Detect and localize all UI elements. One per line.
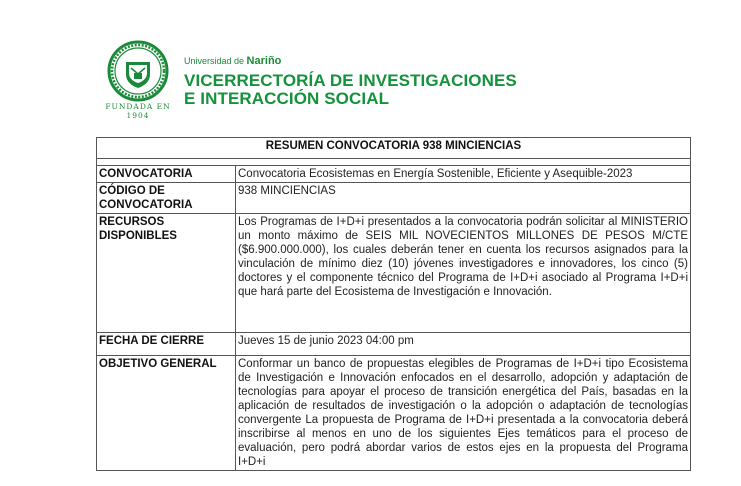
table-title: RESUMEN CONVOCATORIA 938 MINCIENCIAS bbox=[97, 138, 691, 159]
table-title-row bbox=[97, 138, 691, 159]
row-value-objetivo: Conformar un banco de propuestas elegibles de Programas de I+D+i tipo Ecosistema de Investigación e Innovación enfocados en el desarrollo, adopción y adaptación de tecnologías para apoyar el proceso de transición energética del País, basadas en la aplicación de resultados de investigación o la adopción o adaptación de tecnologías convergente La propuesta de Programa de I+D+i presentada a la convocatoria deberá inscribirse al menos en uno de los siguientes Ejes temáticos para el proceso de evaluación, pero podrá abordar varios de estos ejes en la propuesta del Programa I+D+i bbox=[236, 356, 691, 471]
row-value-codigo: 938 MINCIENCIAS bbox=[236, 183, 691, 214]
row-label-convocatoria: CONVOCATORIA bbox=[97, 166, 236, 183]
row-label-objetivo: OBJETIVO GENERAL bbox=[97, 356, 236, 471]
table-spacer-row bbox=[97, 159, 691, 166]
founded-year: FUNDADA EN 1904 bbox=[105, 102, 171, 120]
row-value-recursos: Los Programas de I+D+i presentados a la convocatoria podrán solicitar al MINISTERIO un monto máximo de SEIS MIL NOVECIENTOS MILLONES DE PESOS M/CTE ($6.900.000.000), los cuales deberán tener en cuenta los recursos asignados para la vinculación de mínimo diez (10) jóvenes investigadores e innovadores, los cinco (5) doctores y el componente técnico del Programa de I+D+i asociado al Programa I+D+i que hará parte del Ecosistema de Investigación e Innovación. bbox=[236, 214, 691, 333]
table-row bbox=[97, 166, 691, 183]
row-label-codigo: CÓDIGO DE CONVOCATORIA bbox=[97, 183, 236, 214]
table-row bbox=[97, 214, 691, 333]
row-label-recursos: RECURSOS DISPONIBLES bbox=[97, 214, 236, 333]
table-row bbox=[97, 333, 691, 356]
letterhead bbox=[96, 40, 656, 120]
summary-table bbox=[96, 137, 691, 471]
row-label-fecha: FECHA DE CIERRE bbox=[97, 333, 236, 356]
university-name-strong: Nariño bbox=[246, 55, 282, 67]
office-title-line2: E INTERACCIÓN SOCIAL bbox=[184, 89, 390, 108]
office-title-line1: VICERRECTORÍA DE INVESTIGACIONES bbox=[184, 71, 517, 90]
university-prefix: Universidad de bbox=[184, 56, 247, 66]
university-seal-icon bbox=[96, 40, 180, 110]
row-value-convocatoria: Convocatoria Ecosistemas en Energía Sostenible, Eficiente y Asequible-2023 bbox=[236, 166, 691, 183]
university-name bbox=[184, 55, 281, 67]
table-row bbox=[97, 183, 691, 214]
row-value-fecha: Jueves 15 de junio 2023 04:00 pm bbox=[236, 333, 691, 356]
table-row bbox=[97, 356, 691, 471]
table-spacer bbox=[97, 159, 691, 166]
